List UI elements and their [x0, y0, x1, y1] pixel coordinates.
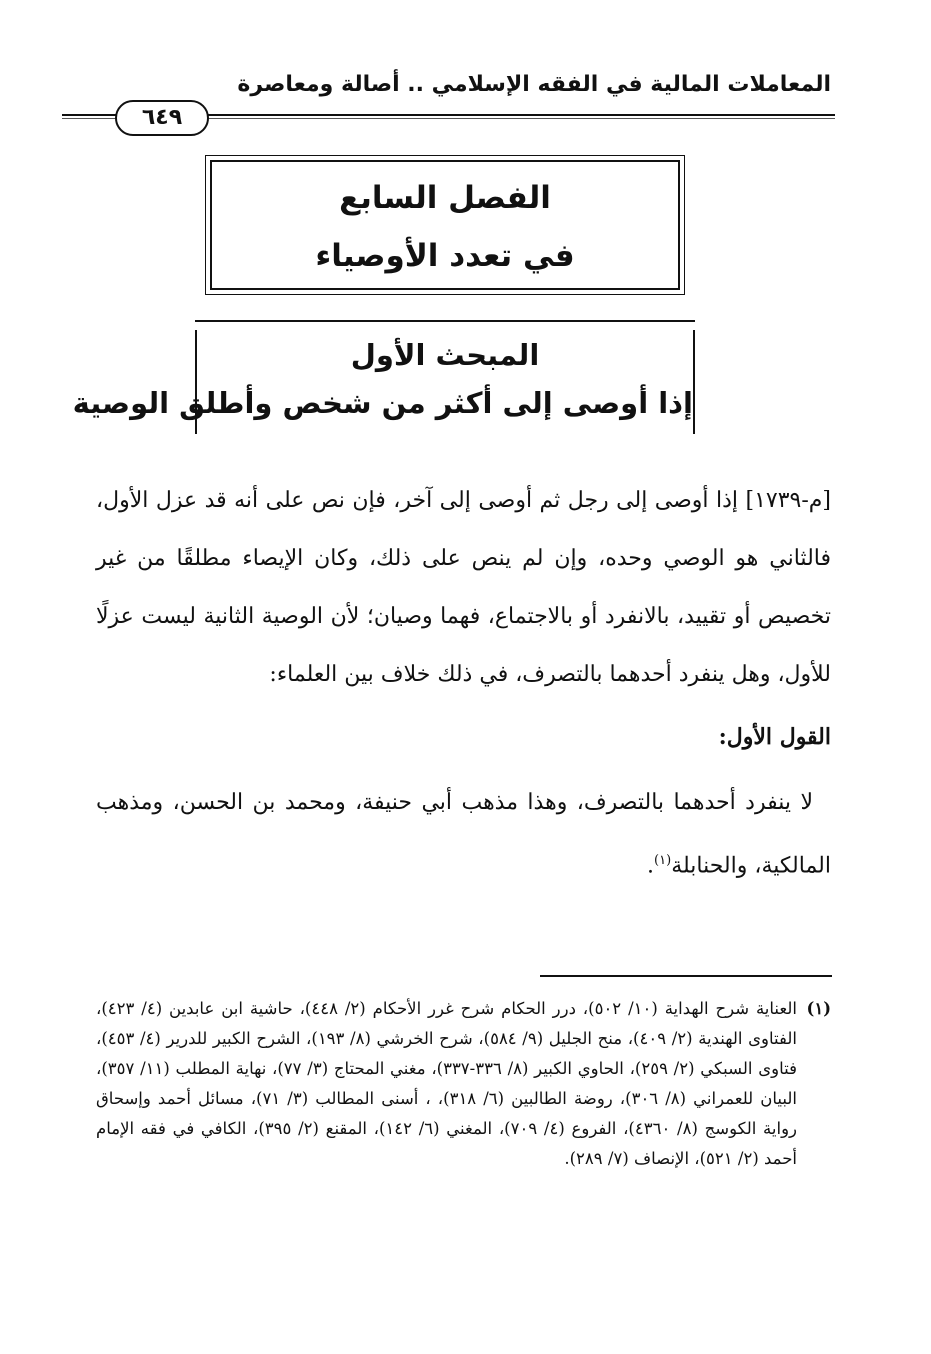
paragraph-text: لا ينفرد أحدهما بالتصرف، وهذا مذهب أبي حنيفة، ومحمد بن الحسن، ومذهب المالكية، والحنابلة [96, 790, 831, 879]
footnote-separator [540, 975, 832, 977]
footnote [96, 994, 831, 1174]
chapter-subtitle: في تعدد الأوصياء [315, 238, 575, 274]
chapter-title: الفصل السابع [339, 180, 551, 216]
footnote-reference: (١) [654, 853, 672, 868]
section-title: المبحث الأول [350, 338, 540, 372]
footnote-number: (١) [806, 999, 831, 1018]
section-title-box [72, 330, 695, 434]
section-top-rule [195, 320, 695, 322]
paragraph [96, 774, 831, 895]
page-number: ٦٤٩ [115, 100, 209, 136]
footnote-text: العناية شرح الهداية (١٠/ ٥٠٢)، درر الحكام شرح غرر الأحكام (٢/ ٤٤٨)، حاشية ابن عابدين (٤/ ٤٢٣)، الفتاوى الهندية (٢/ ٤٠٩)، منح الجليل (٩/ ٥٨٤)، شرح الخرشي (٨/ ١٩٣)، الشرح الكبير للدرير (٤/ ٤٥٣)، فتاوى السبكي (٢/ ٢٥٩)، الحاوي الكبير (٨/ ٣٣٦-٣٣٧)، مغني المحتاج (٣/ ٧٧)، نهاية المطلب (١١/ ٣٥٧)، البيان للعمراني (٨/ ٣٠٦)، روضة الطالبين (٦/ ٣١٨)، ، أسنى المطالب (٣/ ٧١)، مسائل أحمد وإسحاق رواية الكوسج (٨/ ٤٣٦٠)، الفروع (٤/ ٧٠٩)، المغني (٦/ ١٤٢)، المقنع (٢/ ٣٩٥)، الكافي في فقه الإمام أحمد (٢/ ٥٢١)، الإنصاف (٧/ ٢٨٩). [96, 999, 798, 1168]
chapter-title-box [210, 160, 680, 290]
main-text [96, 472, 831, 895]
section-subtitle: إذا أوصى إلى أكثر من شخص وأطلق الوصية [72, 386, 693, 420]
running-head: المعاملات المالية في الفقه الإسلامي .. أصالة ومعاصرة [237, 72, 831, 97]
opinion-heading: القول الأول: [718, 724, 831, 750]
paragraph: [م-١٧٣٩] إذا أوصى إلى رجل ثم أوصى إلى آخر، فإن نص على أنه قد عزل الأول، فالثاني هو الوصي وحده، وإن لم ينص على ذلك، وكان الإيصاء مطلقًا من غير تخصيص أو تقييد، بالانفرد أو بالاجتماع، فهما وصيان؛ لأن الوصية الثانية ليست عزلًا للأول، وهل ينفرد أحدهما بالتصرف، في ذلك خلاف بين العلماء: [96, 488, 831, 687]
paragraph-end: . [647, 853, 655, 879]
